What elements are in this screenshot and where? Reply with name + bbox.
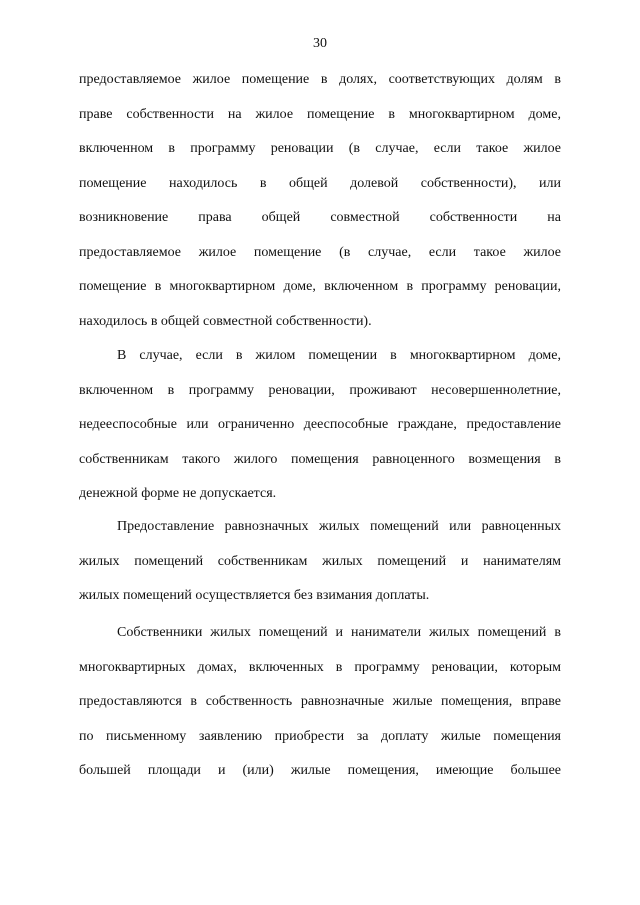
text-line: включенном в программу реновации, проживают несовершеннолетние,: [79, 382, 561, 398]
text-line: включенном в программу реновации (в случае, если такое жилое: [79, 141, 561, 156]
text-line: жилых помещений осуществляется без взимания доплаты.: [79, 588, 430, 603]
paragraph-1: [79, 63, 561, 339]
text-line: Предоставление равнозначных жилых помещений или равноценных: [117, 519, 561, 534]
text-line: предоставляемое жилое помещение (в случае, если такое жилое: [79, 244, 561, 260]
text-line: денежной форме не допускается.: [79, 486, 277, 501]
page-number: 30: [313, 36, 327, 51]
text-line: собственникам такого жилого помещения равноценного возмещения в: [79, 451, 561, 467]
text-line: предоставляются в собственность равнозначные жилые помещения, вправе: [79, 694, 561, 709]
text-line: находилось в общей совместной собственности).: [79, 313, 372, 329]
text-line: праве собственности на жилое помещение в многоквартирном доме,: [79, 106, 561, 122]
text-line: возникновение права общей совместной собственности на: [79, 210, 561, 225]
text-line: большей площади и (или) жилые помещения, имеющие большее: [79, 763, 561, 778]
text-line: многоквартирных домах, включенных в программу реновации, которым: [79, 659, 561, 675]
text-line: Собственники жилых помещений и наниматели жилых помещений в: [117, 625, 561, 640]
text-line: предоставляемое жилое помещение в долях, соответствующих долям в: [79, 72, 561, 87]
text-line: жилых помещений собственникам жилых помещений и нанимателям: [79, 553, 561, 569]
text-line: В случае, если в жилом помещении в многоквартирном доме,: [117, 348, 561, 363]
text-line: недееспособные или ограниченно дееспособные граждане, предоставление: [79, 417, 561, 432]
text-line: по письменному заявлению приобрести за доплату жилые помещения: [79, 728, 561, 744]
paragraph-3: [79, 510, 561, 614]
paragraph-4: [79, 616, 561, 789]
paragraph-2: [79, 339, 561, 512]
text-line: помещение в многоквартирном доме, включенном в программу реновации,: [79, 279, 561, 294]
text-line: помещение находилось в общей долевой собственности), или: [79, 175, 561, 191]
